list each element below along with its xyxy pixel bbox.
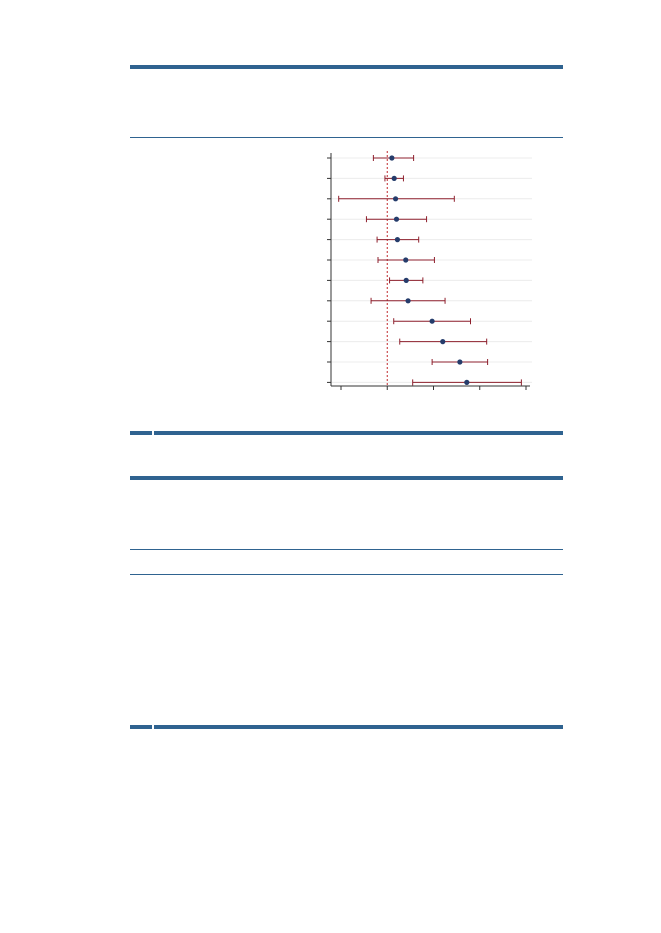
ci-row: [373, 155, 413, 161]
plot-marks: [339, 155, 522, 385]
y-axis-ticks: [327, 158, 331, 382]
point-estimate: [394, 217, 399, 222]
ci-row: [394, 318, 471, 324]
point-estimate: [430, 319, 435, 324]
table2-top-rule: [130, 476, 563, 480]
point-estimate: [457, 359, 462, 364]
ci-row: [377, 237, 419, 243]
table-header-rule: [130, 137, 563, 138]
point-estimate: [404, 278, 409, 283]
ci-row: [378, 257, 434, 263]
ci-row: [390, 277, 423, 283]
table-top-rule: [130, 65, 563, 69]
table2-bottom-rule: [130, 725, 563, 729]
table2-header-rule: [130, 549, 563, 550]
ci-row: [371, 298, 445, 304]
table-bottom-rule: [130, 431, 563, 435]
point-estimate: [403, 257, 408, 262]
point-estimate: [395, 237, 400, 242]
point-estimate: [440, 339, 445, 344]
rule-column-notch: [152, 431, 154, 435]
ci-row: [339, 196, 455, 202]
ci-row: [413, 379, 522, 385]
rule-column-notch-2: [152, 725, 154, 729]
forest-plot: [300, 145, 550, 405]
point-estimate: [464, 380, 469, 385]
ci-row: [366, 216, 426, 222]
plot-grid: [331, 158, 532, 382]
point-estimate: [389, 155, 394, 160]
ci-row: [400, 339, 487, 345]
ci-row: [432, 359, 488, 365]
table2-subheader-rule: [130, 574, 563, 575]
point-estimate: [392, 176, 397, 181]
point-estimate: [405, 298, 410, 303]
point-estimate: [393, 196, 398, 201]
x-axis-ticks: [341, 386, 526, 390]
